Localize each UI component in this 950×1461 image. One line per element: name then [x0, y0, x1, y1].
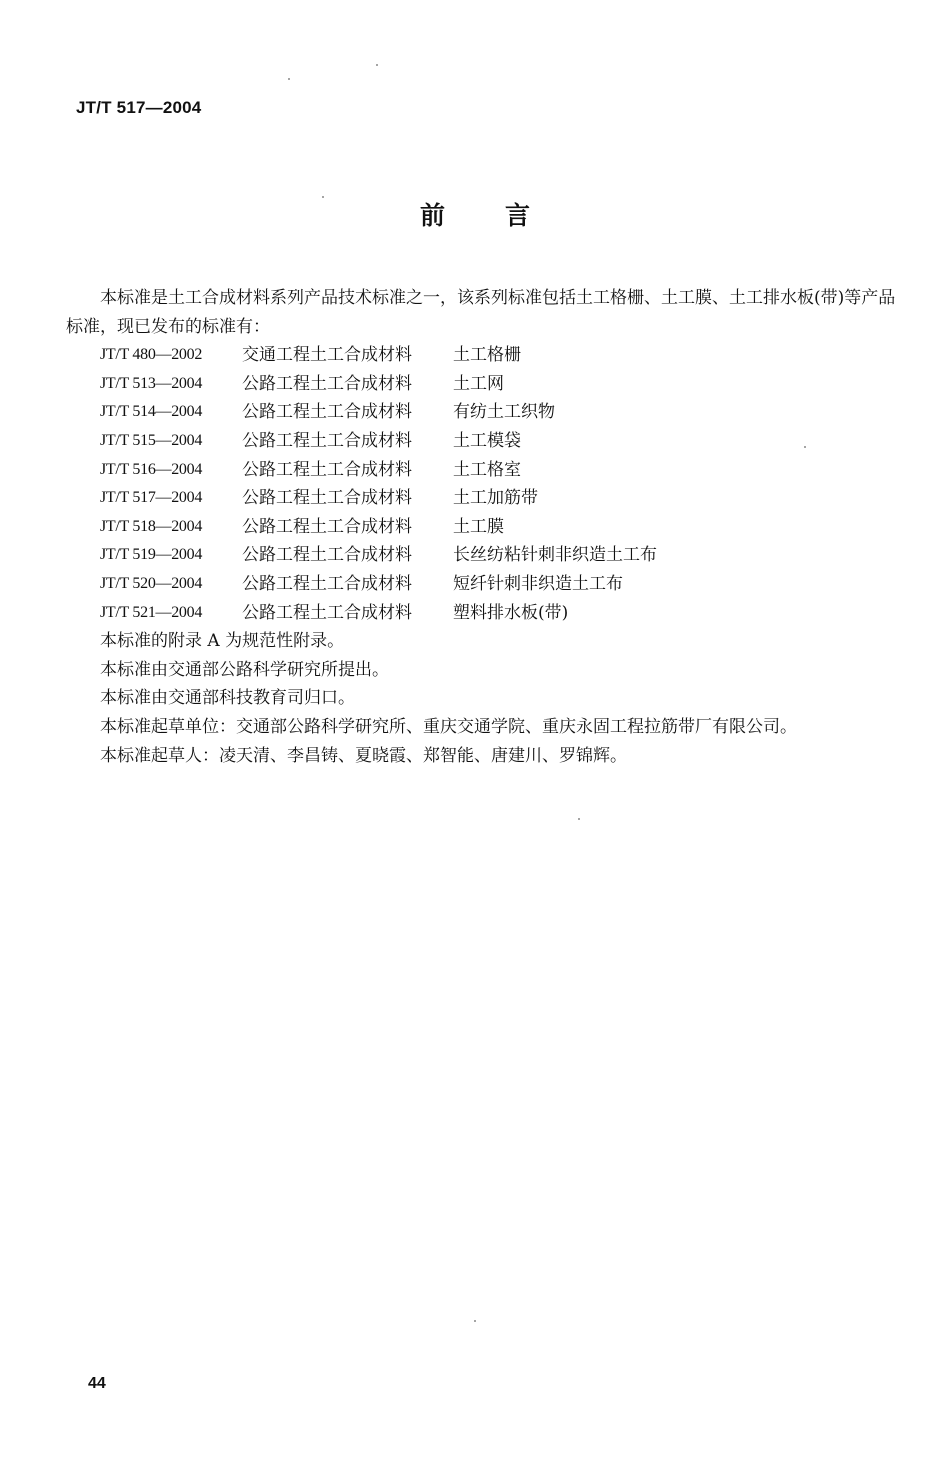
scan-speck — [288, 78, 290, 80]
standard-category: 公路工程土工合成材料 — [242, 545, 412, 566]
standard-item — [66, 484, 906, 513]
standard-code: JT/T 520—2004 — [100, 574, 203, 592]
standard-item — [66, 341, 906, 370]
standard-name: 土工模袋 — [453, 430, 521, 451]
standard-code: JT/T 480—2002 — [100, 346, 203, 364]
standard-code: JT/T 521—2004 — [100, 603, 203, 621]
standard-name: 土工加筋带 — [453, 488, 538, 509]
standard-name: 土工膜 — [453, 516, 504, 537]
standard-name: 土工格室 — [453, 459, 521, 480]
standard-code: JT/T 516—2004 — [100, 460, 203, 478]
standard-category: 公路工程土工合成材料 — [242, 573, 412, 594]
page-number: 44 — [88, 1375, 106, 1392]
standard-category: 交通工程土工合成材料 — [242, 345, 412, 366]
note-annex: 本标准的附录 A 为规范性附录。 — [100, 631, 345, 652]
standard-code: JT/T 514—2004 — [100, 403, 203, 421]
standard-name: 有纺土工织物 — [453, 402, 555, 423]
scan-speck — [322, 196, 324, 198]
standard-code: JT/T 517—2004 — [100, 489, 203, 507]
scan-speck — [578, 818, 580, 820]
standard-code: JT/T 519—2004 — [100, 546, 203, 564]
foreword-body — [66, 284, 906, 770]
standard-item — [66, 513, 906, 542]
scan-speck — [474, 1320, 476, 1322]
note-drafters: 本标准起草人：凌天清、李昌铸、夏晓霞、郑智能、唐建川、罗锦辉。 — [100, 745, 627, 766]
standard-name: 土工网 — [453, 373, 504, 394]
standard-category: 公路工程土工合成材料 — [242, 488, 412, 509]
standard-category: 公路工程土工合成材料 — [242, 430, 412, 451]
standard-name: 塑料排水板(带) — [453, 602, 569, 623]
published-standards-list — [66, 341, 906, 627]
standard-item — [66, 456, 906, 485]
standard-name: 短纤针刺非织造土工布 — [453, 573, 623, 594]
standard-category: 公路工程土工合成材料 — [242, 516, 412, 537]
standard-item — [66, 398, 906, 427]
note-administrator: 本标准由交通部科技教育司归口。 — [100, 688, 355, 709]
standard-item — [66, 370, 906, 399]
standard-name: 长丝纺粘针刺非织造土工布 — [453, 545, 657, 566]
standard-category: 公路工程土工合成材料 — [242, 602, 412, 623]
standard-code: JT/T 515—2004 — [100, 431, 203, 449]
standard-code-header: JT/T 517—2004 — [76, 98, 202, 117]
page-title: 前言 — [419, 201, 590, 230]
note-proposer: 本标准由交通部公路科学研究所提出。 — [100, 659, 389, 680]
standard-item — [66, 541, 906, 570]
standard-item — [66, 570, 906, 599]
standard-category: 公路工程土工合成材料 — [242, 459, 412, 480]
standard-name: 土工格栅 — [453, 345, 521, 366]
note-drafting-units: 本标准起草单位：交通部公路科学研究所、重庆交通学院、重庆永固工程拉筋带厂有限公司。 — [100, 716, 797, 737]
standard-category: 公路工程土工合成材料 — [242, 402, 412, 423]
standard-code: JT/T 513—2004 — [100, 374, 203, 392]
standard-item — [66, 427, 906, 456]
scan-speck — [376, 64, 378, 66]
intro-paragraph: 本标准是土工合成材料系列产品技术标准之一，该系列标准包括土工格栅、土工膜、土工排水板(带)等产品标准，现已发布的标准有： — [66, 288, 896, 337]
standard-code: JT/T 518—2004 — [100, 517, 203, 535]
scan-speck — [804, 446, 806, 448]
standard-category: 公路工程土工合成材料 — [242, 373, 412, 394]
standard-item — [66, 599, 906, 628]
